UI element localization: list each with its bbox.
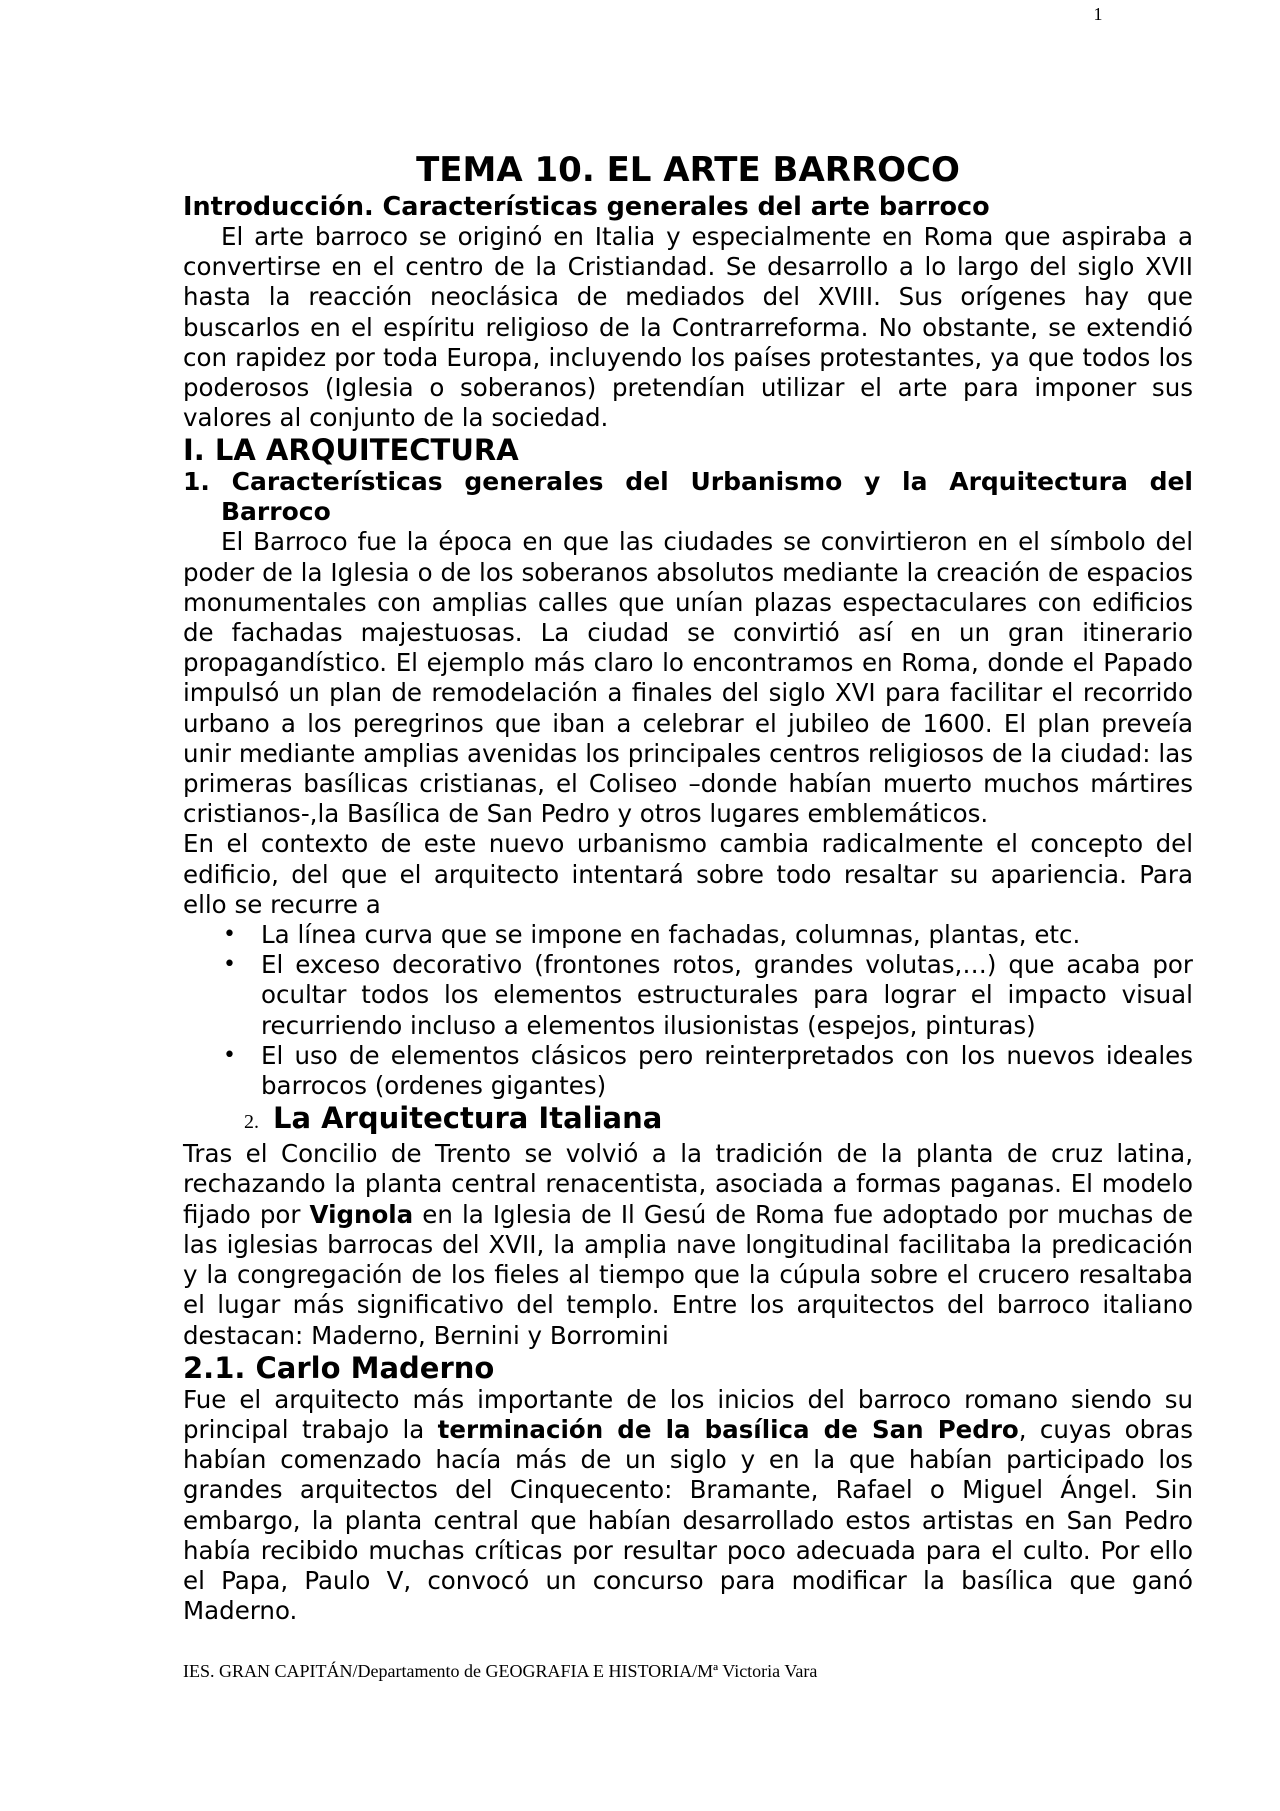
list-item — [183, 950, 1193, 1041]
maderno-paragraph — [183, 1385, 1193, 1627]
italiana-paragraph — [183, 1139, 1193, 1350]
bullet-icon: • — [223, 922, 236, 948]
list-item-text: El uso de elementos clásicos pero reinterpretados con los nuevos ideales barrocos (ordenes gigantes) — [261, 1040, 1193, 1101]
section-heading-arquitectura: I. LA ARQUITECTURA — [183, 433, 519, 468]
list-item-text: La línea curva que se impone en fachadas, columnas, plantas, etc. — [261, 920, 1081, 950]
intro-heading: Introducción. Características generales del arte barroco — [183, 192, 990, 222]
text-run: Fue el arquitecto más importante de los inicios del barroco romano siendo su principal trabajo la — [183, 1384, 1193, 1444]
bullet-icon: • — [223, 952, 236, 978]
list-item-text: El exceso decorativo (frontones rotos, grandes volutas,…) que acaba por ocultar todos los elementos estructurales para lograr el impacto visual recurriendo incluso a elementos ilusionistas (espejos, pinturas) — [261, 950, 1193, 1040]
section-number: 2. — [244, 1111, 259, 1134]
section-heading-italiana — [183, 1101, 1193, 1139]
intro-paragraph: El arte barroco se originó en Italia y especialmente en Roma que aspiraba a convertirse en el centro de la Cristiandad. Se desarrollo a lo largo del siglo XVII hasta la reacción neoclásica de mediados del XVIII. Sus orígenes hay que buscarlos en el espíritu religioso de la Contrarreforma. No obstante, se extendió con rapidez por toda Europa, incluyendo los países protestantes, ya que todos los poderosos (Iglesia o soberanos) pretendían utilizar el arte para imponer sus valores al conjunto de la sociedad. — [183, 222, 1193, 433]
list-item — [183, 920, 1193, 950]
text-run: , cuyas obras habían comenzado hacía más de un siglo y en la que habían participado los grandes arquitectos del Cinquecento: Bramante, Rafael o Miguel Ángel. Sin embargo, la planta central que habían desarrollado estos artistas en San Pedro había recibido muchas críticas por resultar poco adecuada para el culto. Por ello el Papa, Paulo V, convocó un concurso para modificar la basílica que ganó Maderno. — [183, 1414, 1193, 1626]
document-body — [183, 150, 1193, 1626]
subsection-heading-caracteristicas: 1. Características generales del Urbanismo y la Arquitectura del Barroco — [183, 467, 1193, 527]
urbanismo-paragraph: El Barroco fue la época en que las ciudades se convirtieron en el símbolo del poder de la Iglesia o de los soberanos absolutos mediante la creación de espacios monumentales con amplias calles que unían plazas espectaculares con edificios de fachadas majestuosas. La ciudad se convirtió así en un gran itinerario propagandístico. El ejemplo más claro lo encontramos en Roma, donde el Papado impulsó un plan de remodelación a finales del siglo XVI para facilitar el recorrido urbano a los peregrinos que iban a celebrar el jubileo de 1600. El plan preveía unir mediante amplias avenidas los principales centros religiosos de la ciudad: las primeras basílicas cristianas, el Coliseo –donde habían muerto muchos mártires cristianos-,la Basílica de San Pedro y otros lugares emblemáticos. — [183, 527, 1193, 829]
page-footer: IES. GRAN CAPITÁN/Departamento de GEOGRAFIA E HISTORIA/Mª Victoria Vara — [183, 1661, 818, 1681]
page-number: 1 — [1093, 4, 1103, 24]
bold-text: terminación de la basílica de San Pedro — [437, 1414, 1019, 1444]
text-run: en la Iglesia de Il Gesú de Roma fue adoptado por muchas de las iglesias barrocas del XVII, la amplia nave longitudinal facilitaba la predicación y la congregación de los fieles al tiempo que la cúpula sobre el crucero resaltaba el lugar más significativo del templo. Entre los arquitectos del barroco italiano destacan: Maderno, Bernini y Borromini — [183, 1199, 1194, 1350]
list-item — [183, 1041, 1193, 1101]
section-heading-text: La Arquitectura Italiana — [273, 1101, 663, 1136]
edificio-paragraph: En el contexto de este nuevo urbanismo cambia radicalmente el concepto del edificio, del que el arquitecto intentará sobre todo resaltar su apariencia. Para ello se recurre a — [183, 829, 1193, 919]
document-title: TEMA 10. EL ARTE BARROCO — [416, 150, 960, 190]
bullet-icon: • — [223, 1042, 236, 1068]
subsection-heading-maderno: 2.1. Carlo Maderno — [183, 1350, 495, 1385]
text-run: Tras el Concilio de Trento se volvió a la tradición de la planta de cruz latina, rechazando la planta central renacentista, asociada a formas paganas. El modelo fijado por — [183, 1139, 1193, 1229]
recursos-list — [183, 920, 1193, 1101]
bold-text: Vignola — [309, 1199, 414, 1229]
